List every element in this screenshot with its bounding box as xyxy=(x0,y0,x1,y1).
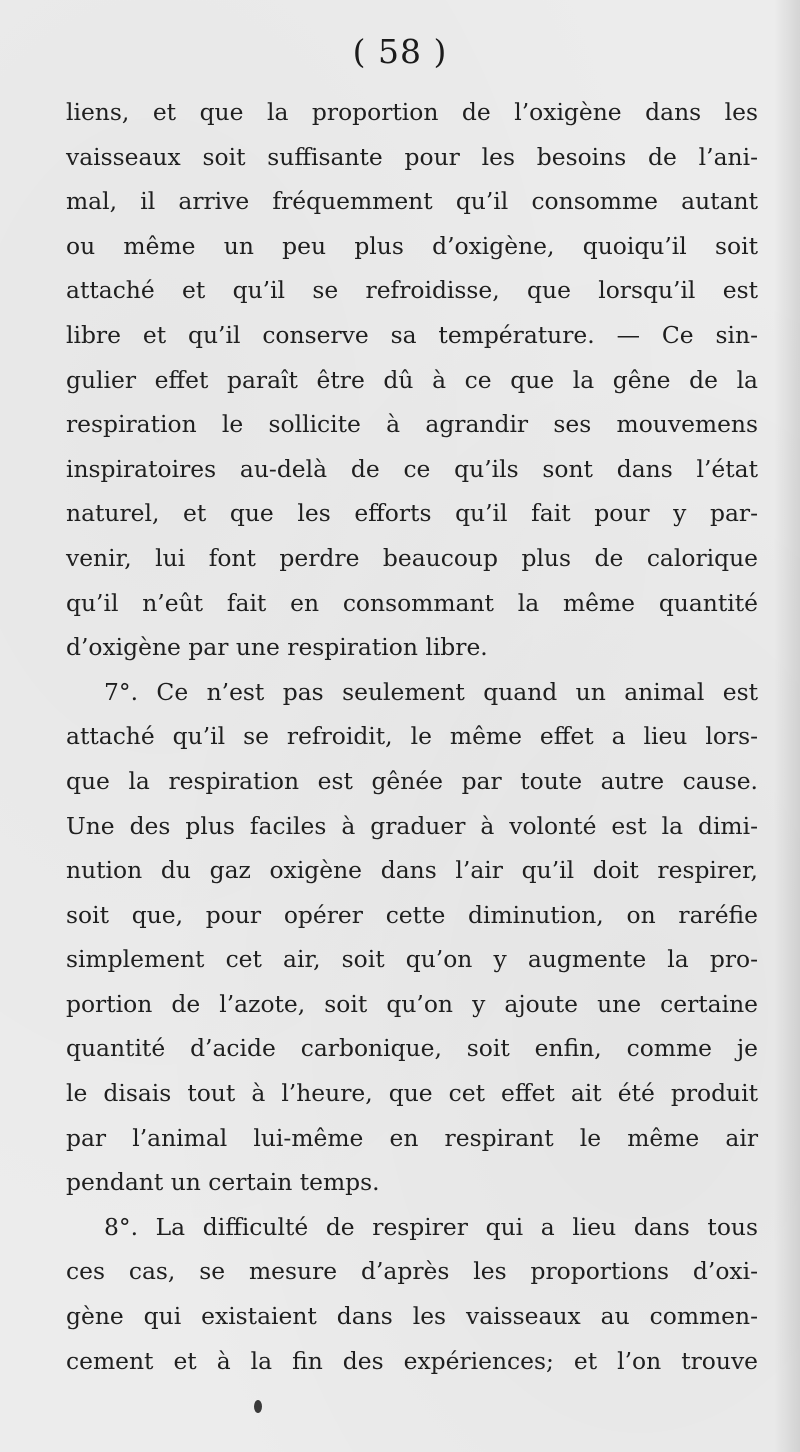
ink-speck xyxy=(254,1400,262,1413)
text-line: que la respiration est gênée par toute autre cause. xyxy=(66,766,758,795)
text-line: liens, et que la proportion de l’oxigène dans les xyxy=(66,98,758,126)
text-line: cement et à la fin des expériences; et l’on trouve xyxy=(66,1346,758,1375)
paragraph-end-line: d’oxigène par une respiration libre. xyxy=(66,633,488,662)
text-line: gulier effet paraît être dû à ce que la gêne de la xyxy=(66,365,758,394)
text-line: respiration le sollicite à agrandir ses mouvemens xyxy=(66,410,758,439)
paragraph-end-line: pendant un certain temps. xyxy=(66,1168,380,1197)
page-edge-shadow xyxy=(774,0,800,1452)
text-line: inspiratoires au-delà de ce qu’ils sont dans l’état xyxy=(66,454,758,483)
page-number: ( 58 ) xyxy=(352,32,448,71)
text-line: Une des plus faciles à graduer à volonté est la dimi- xyxy=(66,811,758,840)
text-line: mal, il arrive fréquemment qu’il consomme autant xyxy=(66,187,758,216)
text-line: nution du gaz oxigène dans l’air qu’il doit respirer, xyxy=(66,856,758,885)
text-line: le disais tout à l’heure, que cet effet ait été produit xyxy=(66,1079,758,1108)
text-line: ou même un peu plus d’oxigène, quoiqu’il soit xyxy=(66,231,758,260)
text-line: simplement cet air, soit qu’on y augmente la pro- xyxy=(66,945,758,974)
text-line: ces cas, se mesure d’après les proportions d’oxi- xyxy=(66,1257,758,1286)
text-line: soit que, pour opérer cette diminution, on raréfie xyxy=(66,900,758,929)
paragraph-8-start: 8°. La difficulté de respirer qui a lieu dans tous xyxy=(104,1212,758,1241)
text-line: venir, lui font perdre beaucoup plus de calorique xyxy=(66,543,758,572)
text-line: par l’animal lui-même en respirant le même air xyxy=(66,1123,758,1152)
text-line: naturel, et que les efforts qu’il fait pour y par- xyxy=(66,499,758,528)
text-line: libre et qu’il conserve sa température. — Ce sin- xyxy=(66,320,758,349)
paragraph-7-start: 7°. Ce n’est pas seulement quand un animal est xyxy=(104,677,758,706)
text-line: gène qui existaient dans les vaisseaux au commen- xyxy=(66,1302,758,1331)
body-text xyxy=(66,90,758,1383)
text-line: quantité d’acide carbonique, soit enfin, comme je xyxy=(66,1034,758,1063)
text-line: attaché qu’il se refroidit, le même effet a lieu lors- xyxy=(66,722,758,751)
text-line: vaisseaux soit suffisante pour les besoins de l’ani- xyxy=(66,142,758,171)
text-line: attaché et qu’il se refroidisse, que lorsqu’il est xyxy=(66,276,758,305)
text-line: portion de l’azote, soit qu’on y ajoute une certaine xyxy=(66,989,758,1018)
text-line: qu’il n’eût fait en consommant la même quantité xyxy=(66,588,758,617)
